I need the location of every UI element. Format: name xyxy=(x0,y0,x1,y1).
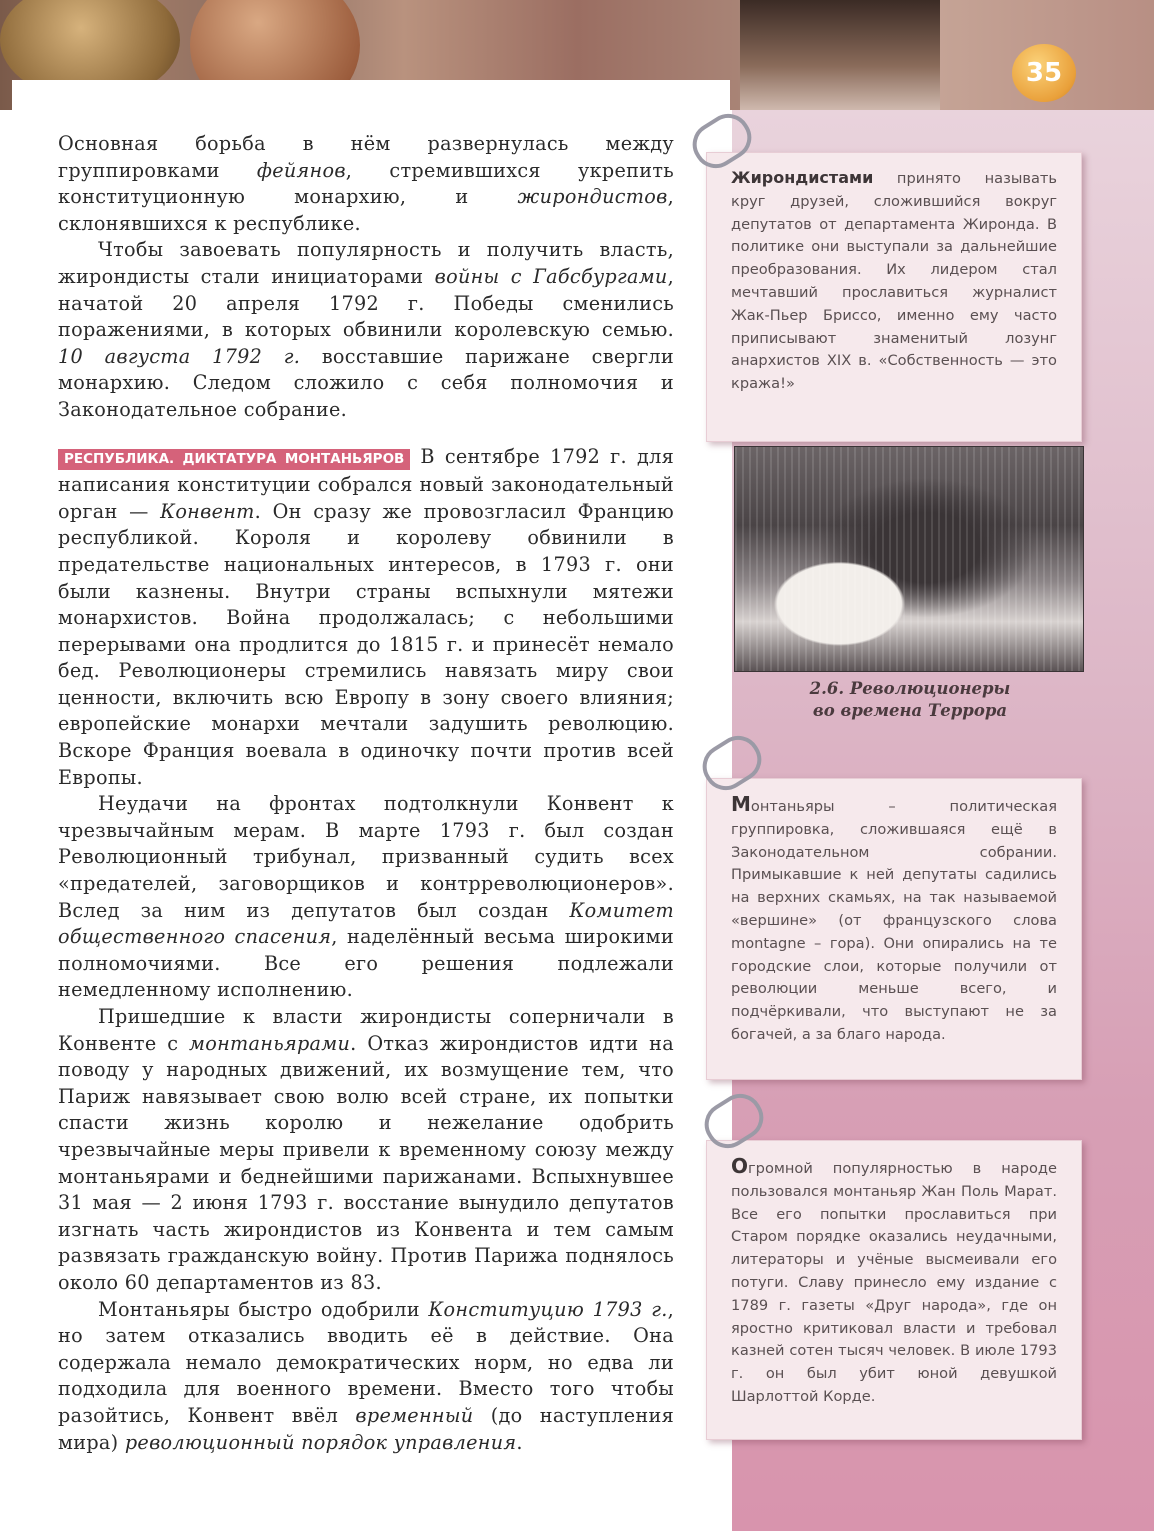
page-number: 35 xyxy=(1012,44,1076,102)
note-montagnards: Монтаньяры – политическая группировка, сложившаяся ещё в Законодательном собрании. Примыкавшие к ней депутаты садились на верхних скамьях, на так называемой «вершине» (от французского слова montagne – гора). Они опирались на те городские слои, которые получили от революции меньше всего, и подчёркивали, что выступают не за богачей, а за благо народа. xyxy=(706,778,1082,1080)
section-heading: РЕСПУБЛИКА. ДИКТАТУРА МОНТАНЬЯРОВ xyxy=(58,449,410,470)
figure-caption: 2.6. Революционеры во времена Террора xyxy=(809,679,1011,720)
portrait-image xyxy=(740,0,940,110)
paragraph: Пришедшие к власти жирондисты соперничали в Конвенте с монтаньярами. Отказ жирондистов идти на поводу у народных движений, их возмущение тем, что Париж навязывает свою волю всей стране, их попытки спасти жизнь королю и нежелание одобрить чрезвычайные меры привели к временному союзу между монтаньярами и беднейшими парижанами. Вспыхнувшее 31 мая — 2 июня 1793 г. восстание вынудило депутатов изгнать часть жирондистов из Конвента и тем самым развязать гражданскую войну. Против Парижа поднялось около 60 департаментов из 83. xyxy=(58,1005,674,1294)
note-girondins: Жирондистами принято называть круг друзей, сложившийся вокруг депутатов от департамента Жиронда. В политике они выступали за дальнейшие преобразования. Их лидером стал мечтавший прославиться журналист Жак-Пьер Бриссо, именно ему часто приписывают знаменитый лозунг анархистов XIX в. «Собственность — это кража!» xyxy=(706,152,1082,442)
paragraph: Основная борьба в нём развернулась между группировками фейянов, стремившихся укрепить конституционную монархию, и жирондистов, склонявшихся к республике. xyxy=(58,132,674,235)
paragraph: Неудачи на фронтах подтолкнули Конвент к чрезвычайным мерам. В марте 1793 г. был создан Революционный трибунал, призванный судить всех «предателей, заговорщиков и контрреволюционеров». Вслед за ним из депутатов был создан Комитет общественного спасения, наделённый весьма широкими полномочиями. Все его решения подлежали немедленному исполнению. xyxy=(58,792,674,1002)
paragraph: РЕСПУБЛИКА. ДИКТАТУРА МОНТАНЬЯРОВ В сентябре 1792 г. для написания конституции собрался новый законодательный орган — Конвент. Он сразу же провозгласил Францию республикой. Короля и королеву обвинили в предательстве национальных интересов, в 1793 г. они были казнены. Внутри страны вспыхнули мятежи монархистов. Война продолжалась; с небольшими перерывами она продлится до 1815 г. и принесёт немало бед. Революционеры стремились навязать миру свои ценности, включить всю Европу в зону своего влияния; европейские монархи мечтали задушить революцию. Вскоре Франция воевала в одиночку почти против всей Европы. xyxy=(58,444,674,789)
main-text xyxy=(58,131,674,1456)
note-marat: Огромной популярностью в народе пользовался монтаньяр Жан Поль Марат. Все его попытки прославиться при Старом порядке оказались неудачными, литераторы и учёные высмеивали его потуги. Славу принесло ему издание с 1789 г. газеты «Друг народа», где он яростно критиковал власти и требовал казней сотен тысяч человек. В июле 1793 г. он был убит юной девушкой Шарлоттой Корде. xyxy=(706,1140,1082,1440)
paragraph: Чтобы завоевать популярность и получить власть, жирондисты стали инициаторами войны с Габсбургами, начатой 20 апреля 1792 г. Победы сменились поражениями, в которых обвинили королевскую семью. 10 августа 1792 г. восставшие парижане свергли монархию. Следом сложило с себя полномочия и Законодательное собрание. xyxy=(58,238,674,421)
paragraph: Монтаньяры быстро одобрили Конституцию 1793 г., но затем отказались вводить её в действие. Она содержала немало демократических норм, но едва ли подходила для военного времени. Вместо того чтобы разойтись, Конвент ввёл временный (до наступления мира) революционный порядок управления. xyxy=(58,1297,675,1454)
engraving-image xyxy=(734,446,1084,672)
